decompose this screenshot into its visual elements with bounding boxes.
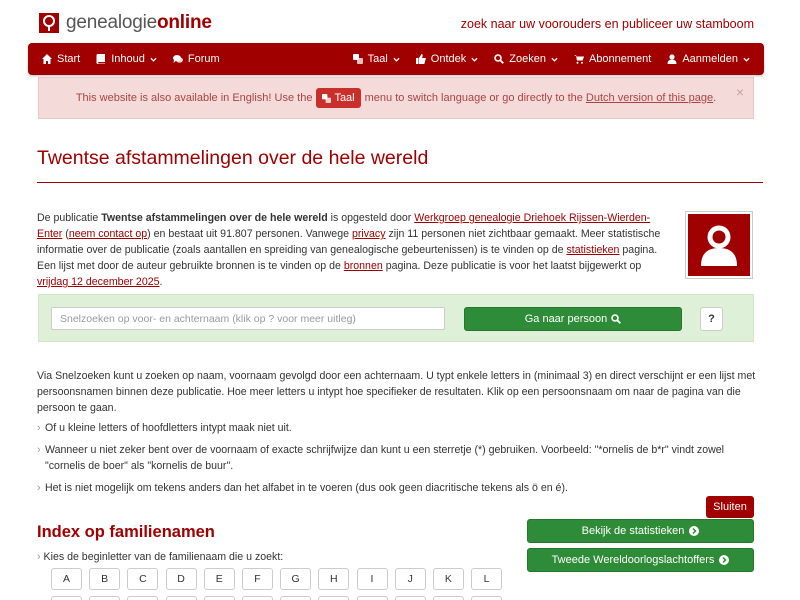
ww2-victims-button[interactable] [527,548,754,572]
nav-abonnement-label: Abonnement [588,53,652,65]
list-item [37,480,757,496]
desc-text: zijn 11 personen niet zichtbaar gemaakt. Meer statistische informatie over de publicatie (zoals aantallen en spreiding van genealogische gebeurtenissen) is te vinden op de [37,228,661,256]
nav-aanmelden[interactable] [659,43,758,75]
letter-button[interactable] [204,596,235,600]
letter-button[interactable] [242,596,273,600]
letter-button[interactable] [51,596,82,600]
publication-name: Twentse afstammelingen over de hele wereld [101,212,328,224]
comments-icon [173,54,183,64]
logo-text: genealogieonline [66,12,212,33]
go-to-person-button[interactable] [464,307,682,331]
chevron-right-icon: › [37,422,41,434]
desc-text: pagina. Deze publicatie is voor het laatst bijgewerkt op [385,260,642,272]
desc-text: . [159,276,163,288]
search-icon [611,314,621,324]
close-icon[interactable]: × [735,84,744,100]
desc-text: De publicatie [37,212,99,224]
desc-text: pagina. Een lijst met door de auteur gebruikte bronnen is te vinden op de [37,244,658,272]
letter-buttons [51,568,509,590]
thumbs-up-icon [416,54,426,64]
letter-button-d[interactable]: D [166,568,197,590]
letter-button[interactable] [127,596,158,600]
arrow-circle-right-icon [719,555,729,565]
nav-inhoud[interactable] [88,43,165,75]
chevron-right-icon: › [37,444,41,456]
alert-text-before: This website is also available in English! Use the [75,92,313,104]
search-help-text: Via Snelzoeken kunt u zoeken op naam, voornaam gevolgd door een achternaam. U typt enkele letters in (minimaal 3) en direct verschijnt er een lijst met persoonsnamen binnen deze publicatie. Hoe meer letters u intypt hoe specifieker de resultaten. Klik op een persoonsnaam om naar de pagina van die persoon te gaan. [37,370,756,414]
tip-text: Wanneer u niet zeker bent over de voornaam of exacte schrijfwijze dan kunt u een sterretje (*) gebruiken. Voorbeeld: "*ornelis de b*r" vindt zowel "cornelis de boer" als "kornelis de buur". [45,444,725,472]
main-navbar [28,43,764,75]
title-divider [37,182,763,183]
user-icon [667,54,677,64]
letter-button-e[interactable]: E [204,568,235,590]
nav-start[interactable] [34,43,88,75]
tip-text: Of u kleine letters of hoofdletters intypt maak niet uit. [45,422,292,434]
nav-start-label: Start [57,53,81,65]
letter-button-i[interactable]: I [357,568,388,590]
letter-button[interactable] [395,596,426,600]
list-item [37,442,757,474]
letter-button-k[interactable]: K [433,568,464,590]
surname-index-instruction [37,551,283,563]
privacy-link[interactable]: privacy [351,228,386,240]
cart-icon [574,54,584,64]
nav-ontdek[interactable] [408,43,486,75]
ww2-victims-label: Tweede Wereldoorlogslachtoffers [551,554,715,566]
desc-text: en bestaat uit 91.807 personen. Vanwege [153,228,349,240]
letter-button-f[interactable]: F [242,568,273,590]
chevron-down-icon [150,56,157,63]
desc-text: is opgesteld door [330,212,412,224]
quick-search-input[interactable] [51,307,445,330]
quick-search-panel [38,294,754,342]
nav-abonnement[interactable] [566,43,659,75]
nav-right [345,43,758,75]
language-alert [38,77,754,119]
letter-button[interactable] [89,596,120,600]
contact-link[interactable]: neem contact op [68,228,148,240]
view-statistics-label: Bekijk de statistieken [581,525,685,537]
sources-link[interactable]: bronnen [343,260,383,272]
letter-button[interactable] [357,596,388,600]
nav-forum-label: Forum [187,53,220,65]
tip-text: Het is niet mogelijk om tekens anders dan het alfabet in te voeren (dus ook geen diacritische tekens als ö en é). [45,482,568,494]
surname-index-title: Index op familienamen [37,523,215,541]
nav-zoeken[interactable] [486,43,566,75]
letter-button-l[interactable]: L [471,568,502,590]
chevron-down-icon [551,56,558,63]
letter-button-g[interactable]: G [280,568,311,590]
alert-text-after: menu to switch language or go directly to the [364,92,583,104]
author-avatar[interactable] [685,211,753,279]
go-to-person-label: Ga naar persoon [524,313,608,325]
letter-button-j[interactable]: J [395,568,426,590]
dutch-version-link[interactable]: Dutch version of this page [585,92,714,104]
nav-forum[interactable] [165,43,228,75]
chevron-down-icon [393,56,400,63]
statistics-link[interactable]: statistieken [566,244,620,256]
letter-buttons-row-2 [51,596,509,600]
letter-button[interactable] [433,596,464,600]
letter-button[interactable] [166,596,197,600]
alert-taal-label: Taal [334,92,355,104]
search-help-button[interactable]: ? [700,307,723,331]
site-header [0,0,800,42]
list-item [37,420,757,436]
tree-logo-icon [39,13,59,33]
avatar-background [688,214,750,276]
book-icon [96,54,106,64]
search-icon [494,54,504,64]
chevron-down-icon [743,56,750,63]
search-tips-list [37,420,757,502]
publication-description: De publicatie Twentse afstammelingen over de hele wereld is opgesteld door Werkgroep genealogie Driehoek Rijssen-Wierden-Enter (neem contact op) en bestaat uit 91.807 personen. Vanwege privacy zijn 11 personen niet zichtbaar gemaakt. Meer statistische informatie over de publicatie (zoals aantallen en spreiding van genealogische gebeurtenissen) is te vinden op de statistieken pagina. Een lijst met door de auteur gebruikte bronnen is te vinden op de bronnen pagina. Deze publicatie is voor het laatst bijgewerkt op vrijdag 12 december 2025. [37,212,661,288]
nav-taal[interactable] [345,43,408,75]
language-icon [322,94,331,103]
letter-button-b[interactable]: B [89,568,120,590]
chevron-down-icon [471,56,478,63]
page-title: Twentse afstammelingen over de hele wereld [37,147,429,169]
letter-button-c[interactable]: C [127,568,158,590]
nav-aanmelden-label: Aanmelden [682,53,738,65]
letter-button[interactable] [318,596,349,600]
close-help-button[interactable]: Sluiten [706,496,754,518]
nav-taal-label: Taal [367,53,388,65]
nav-left [34,43,228,75]
letter-button-a[interactable]: A [51,568,82,590]
arrow-circle-right-icon [689,526,699,536]
alert-text-end: . [713,92,717,104]
chevron-right-icon: › [37,551,41,563]
letter-button-h[interactable]: H [318,568,349,590]
language-icon [353,54,363,64]
update-date-link[interactable]: vrijdag 12 december 2025 [37,276,160,288]
view-statistics-button[interactable] [527,519,754,543]
nav-inhoud-label: Inhoud [111,53,145,65]
alert-taal-button[interactable] [316,88,360,108]
user-icon [696,222,742,268]
letter-button[interactable] [280,596,311,600]
instruction-text: Kies de beginletter van de familienaam die u zoekt: [43,551,284,563]
letter-button[interactable] [471,596,502,600]
tagline: zoek naar uw voorouders en publiceer uw stamboom [460,17,754,31]
chevron-right-icon: › [37,482,41,494]
site-logo[interactable] [39,12,212,34]
author-link[interactable]: Werkgroep genealogie Driehoek Rijssen-Wierden-Enter [37,212,651,240]
home-icon [42,54,52,64]
nav-zoeken-label: Zoeken [509,53,546,65]
nav-ontdek-label: Ontdek [430,53,467,65]
